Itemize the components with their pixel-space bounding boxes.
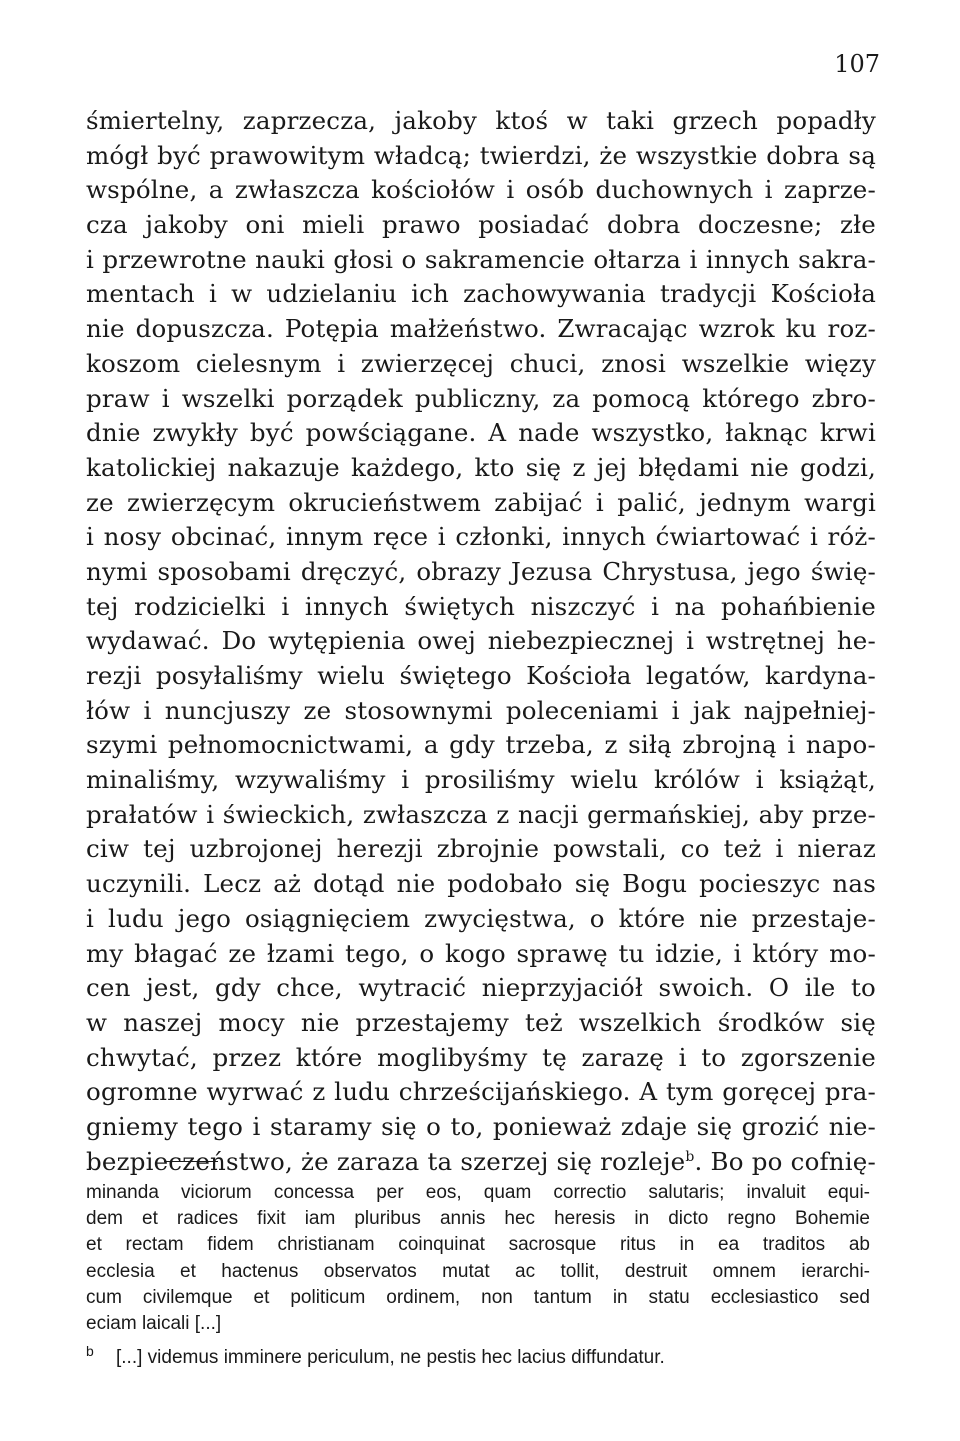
text-line: praw i wszelki porządek publiczny, za pomocą którego zbro- (86, 383, 876, 413)
footnote-line: ecclesia et hactenus observatos mutat ac tollit, destruit omnem ierarchi- (86, 1260, 870, 1282)
footnote-b-text: [...] videmus imminere periculum, ne pestis hec lacius diffundatur. (116, 1347, 665, 1369)
footnote-line: minanda viciorum concessa per eos, quam correctio salutaris; invaluit equi- (86, 1182, 870, 1203)
main-text (86, 104, 876, 1179)
text-line: cza jakoby oni mieli prawo posiadać dobra doczesne; złe (86, 210, 876, 240)
text-line: minaliśmy, wzywaliśmy i prosiliśmy wielu królów i książąt, (86, 765, 876, 795)
text-line: nie dopuszcza. Potępia małżeństwo. Zwracając wzrok ku roz- (86, 314, 876, 344)
text-line: śmiertelny, zaprzecza, jakoby ktoś w taki grzech popadły (86, 106, 876, 135)
page-number: 107 (834, 50, 880, 78)
footnote-reference-b[interactable]: b (685, 1148, 695, 1165)
text-line: i nosy obcinać, innym ręce i członki, innych ćwiartować i róż- (86, 522, 876, 552)
text-line: mentach i w udzielaniu ich zachowywania tradycji Kościoła (86, 279, 876, 309)
text-line: dnie zwykły być powściągane. A nade wszystko, łaknąc krwi (86, 418, 876, 448)
text-line: prałatów i świeckich, zwłaszcza z nacji germańskiej, aby prze- (86, 799, 876, 829)
text-line: gniemy tego i staramy się o to, ponieważ zdaje się grozić nie- (86, 1111, 876, 1141)
text-line: wspólne, a zwłaszcza kościołów i osób duchownych i zaprze- (86, 175, 876, 205)
text-line: rezji posyłaliśmy wielu świętego Kościoła legatów, kardyna- (86, 661, 876, 690)
footnotes (86, 1180, 870, 1371)
text-line: koszom cielesnym i zwierzęcej chuci, znosi wszelkie więzy (86, 348, 876, 378)
footnote-b: b [...] videmus imminere periculum, ne pestis hec lacius diffundatur. (86, 1342, 665, 1369)
footnote-line: et rectam fidem christianam coinquinat sacrosque ritus in ea traditos ab (86, 1234, 870, 1256)
footnote-line: dem et radices fixit iam pluribus annis hec heresis in dicto regno Bohemie (86, 1208, 870, 1230)
text-line: katolickiej nakazuje każdego, kto się z jej błędami nie godzi, (86, 452, 876, 482)
footnote-line: eciam laicali [...] (86, 1312, 222, 1334)
text-line: ogromne wyrwać z ludu chrześcijańskiego. A tym goręcej pra- (86, 1077, 876, 1107)
text-line: ze zwierzęcym okrucieństwem zabijać i palić, jednym wargi (86, 487, 876, 517)
text-line: mógł być prawowitym władcą; twierdzi, że wszystkie dobra są (86, 140, 876, 170)
text-line: i ludu jego osiągnięciem zwycięstwa, o które nie przestaje- (86, 903, 876, 933)
text-line: my błagać ze łzami tego, o kogo sprawę tu idzie, i który mo- (86, 938, 876, 968)
text-line-segment: bezpieczeństwo, że zaraza ta szerzej się rozleje (86, 1146, 686, 1176)
text-line: chwytać, przez które moglibyśmy tę zarazę i to zgorszenie (86, 1042, 876, 1072)
text-line: ciw tej uzbrojonej herezji zbrojnie powstali, co też i nieraz (86, 834, 876, 864)
text-line: cen jest, gdy chce, wytracić nieprzyjaciół swoich. O ile to (86, 973, 876, 1003)
footnote-separator (164, 1161, 218, 1162)
text-line: nymi sposobami dręczyć, obrazy Jezusa Chrystusa, jego świę- (86, 556, 876, 586)
text-line: w naszej mocy nie przestajemy też wszelkich środków się (86, 1007, 876, 1037)
text-line: łów i nuncjuszy ze stosownymi poleceniami i jak najpełniej- (86, 695, 876, 725)
text-line: tej rodzicielki i innych świętych niszczyć i na pohańbienie (86, 591, 876, 621)
text-line: i przewrotne nauki głosi o sakramencie ołtarza i innych sakra- (86, 244, 876, 274)
text-line: uczynili. Lecz aż dotąd nie podobało się Bogu pocieszyc nas (86, 869, 876, 899)
text-line: wydawać. Do wytępienia owej niebezpiecznej i wstrętnej he- (86, 626, 876, 656)
footnote-line: cum civilemque et politicum ordinem, non tantum in statu ecclesiastico sed (86, 1286, 870, 1308)
text-line: szymi pełnomocnictwami, a gdy trzeba, z siłą zbrojną i napo- (86, 730, 876, 760)
text-line-segment-tail: . Bo po cofnię- (694, 1146, 876, 1176)
